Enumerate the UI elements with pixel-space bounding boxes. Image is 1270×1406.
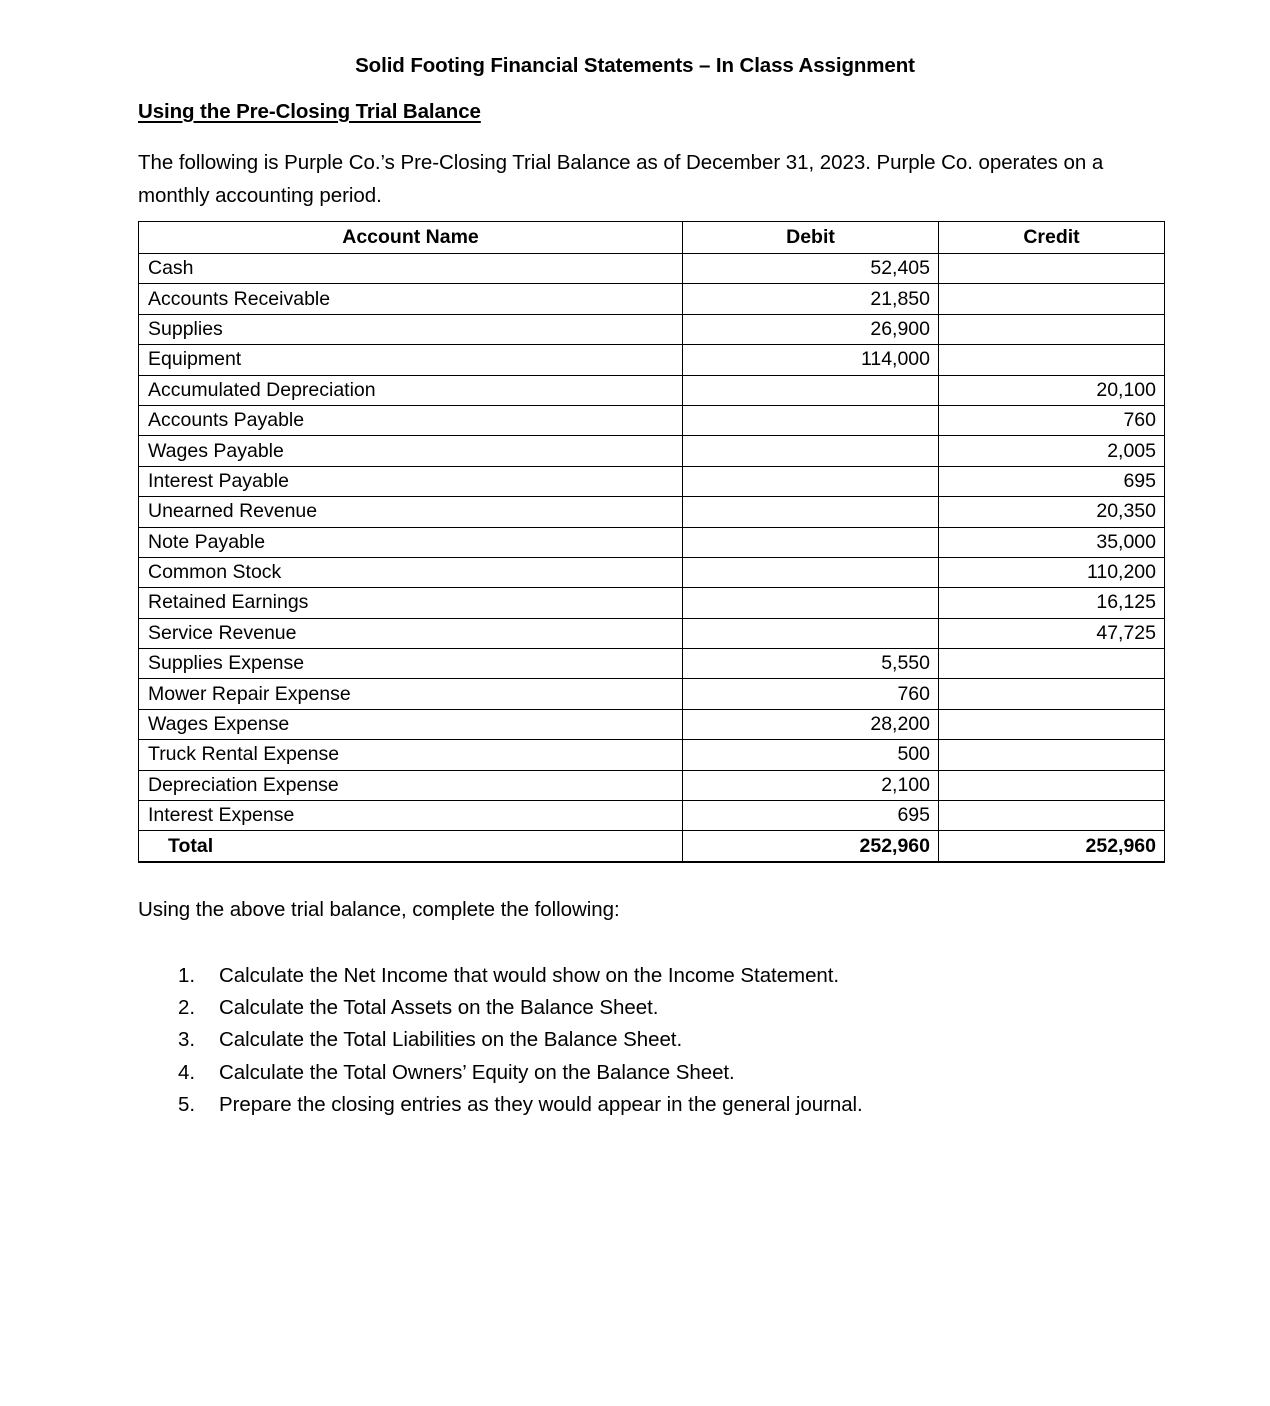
cell-total-debit: 252,960 bbox=[683, 831, 939, 862]
list-item-marker: 3. bbox=[178, 1028, 195, 1052]
cell-credit: 2,005 bbox=[939, 436, 1165, 466]
cell-credit bbox=[939, 649, 1165, 679]
list-item bbox=[178, 1057, 1178, 1089]
cell-account-name: Accounts Payable bbox=[139, 405, 683, 435]
cell-credit bbox=[939, 284, 1165, 314]
list-item-text: Prepare the closing entries as they would appear in the general journal. bbox=[219, 1092, 863, 1116]
cell-account-name: Depreciation Expense bbox=[139, 770, 683, 800]
cell-debit: 26,900 bbox=[683, 314, 939, 344]
cell-account-name: Interest Expense bbox=[139, 801, 683, 831]
cell-debit: 500 bbox=[683, 740, 939, 770]
table-row bbox=[139, 527, 1165, 557]
cell-credit: 20,100 bbox=[939, 375, 1165, 405]
cell-credit bbox=[939, 801, 1165, 831]
cell-account-name: Cash bbox=[139, 254, 683, 284]
table-row bbox=[139, 770, 1165, 800]
table-row bbox=[139, 375, 1165, 405]
cell-credit: 16,125 bbox=[939, 588, 1165, 618]
list-item-text: Calculate the Total Liabilities on the Balance Sheet. bbox=[219, 1028, 683, 1052]
cell-account-name: Unearned Revenue bbox=[139, 497, 683, 527]
cell-account-name: Common Stock bbox=[139, 557, 683, 587]
cell-credit bbox=[939, 709, 1165, 739]
cell-debit bbox=[683, 527, 939, 557]
cell-credit: 110,200 bbox=[939, 557, 1165, 587]
table-row bbox=[139, 649, 1165, 679]
instructions-prompt: Using the above trial balance, complete the following: bbox=[138, 898, 620, 921]
cell-account-name: Retained Earnings bbox=[139, 588, 683, 618]
table-row bbox=[139, 801, 1165, 831]
cell-account-name: Truck Rental Expense bbox=[139, 740, 683, 770]
cell-debit: 114,000 bbox=[683, 345, 939, 375]
table-row bbox=[139, 497, 1165, 527]
list-item-text: Calculate the Total Assets on the Balance Sheet. bbox=[219, 996, 659, 1020]
table-row bbox=[139, 284, 1165, 314]
table-row bbox=[139, 345, 1165, 375]
table-row bbox=[139, 709, 1165, 739]
column-header-debit: Debit bbox=[683, 222, 939, 254]
table-row bbox=[139, 679, 1165, 709]
cell-debit bbox=[683, 497, 939, 527]
list-item bbox=[178, 1089, 1178, 1121]
table-row bbox=[139, 557, 1165, 587]
table-header-row bbox=[139, 222, 1165, 254]
cell-credit bbox=[939, 770, 1165, 800]
cell-account-name: Accounts Receivable bbox=[139, 284, 683, 314]
list-item-text: Calculate the Total Owners’ Equity on the Balance Sheet. bbox=[219, 1060, 735, 1084]
cell-account-name: Supplies Expense bbox=[139, 649, 683, 679]
cell-credit bbox=[939, 314, 1165, 344]
cell-credit: 695 bbox=[939, 466, 1165, 496]
intro-paragraph: The following is Purple Co.’s Pre-Closing Trial Balance as of December 31, 2023. Purple Co. operates on a monthly accounting period. bbox=[138, 151, 1104, 207]
list-item bbox=[178, 992, 1178, 1024]
cell-account-name: Equipment bbox=[139, 345, 683, 375]
cell-debit bbox=[683, 588, 939, 618]
cell-debit: 695 bbox=[683, 801, 939, 831]
table-row bbox=[139, 618, 1165, 648]
cell-total-credit: 252,960 bbox=[939, 831, 1165, 862]
table-row bbox=[139, 314, 1165, 344]
cell-debit bbox=[683, 466, 939, 496]
table-row bbox=[139, 466, 1165, 496]
cell-account-name: Service Revenue bbox=[139, 618, 683, 648]
cell-total-label: Total bbox=[139, 831, 683, 862]
list-item-marker: 2. bbox=[178, 996, 195, 1020]
cell-account-name: Note Payable bbox=[139, 527, 683, 557]
list-item-text: Calculate the Net Income that would show on the Income Statement. bbox=[219, 964, 840, 987]
cell-debit bbox=[683, 405, 939, 435]
cell-debit: 2,100 bbox=[683, 770, 939, 800]
cell-credit: 760 bbox=[939, 405, 1165, 435]
cell-credit: 20,350 bbox=[939, 497, 1165, 527]
cell-account-name: Wages Payable bbox=[139, 436, 683, 466]
cell-credit bbox=[939, 679, 1165, 709]
cell-debit: 52,405 bbox=[683, 254, 939, 284]
table-total-row bbox=[139, 831, 1165, 862]
cell-debit: 21,850 bbox=[683, 284, 939, 314]
trial-balance-table-container bbox=[138, 221, 1164, 863]
cell-debit: 5,550 bbox=[683, 649, 939, 679]
cell-credit bbox=[939, 345, 1165, 375]
cell-account-name: Accumulated Depreciation bbox=[139, 375, 683, 405]
cell-credit bbox=[939, 740, 1165, 770]
column-header-account-name: Account Name bbox=[139, 222, 683, 254]
cell-debit bbox=[683, 557, 939, 587]
section-heading: Using the Pre-Closing Trial Balance bbox=[138, 100, 481, 123]
cell-account-name: Supplies bbox=[139, 314, 683, 344]
cell-account-name: Wages Expense bbox=[139, 709, 683, 739]
cell-debit: 28,200 bbox=[683, 709, 939, 739]
list-item bbox=[178, 1024, 1178, 1056]
list-item-marker: 5. bbox=[178, 1092, 195, 1116]
column-header-credit: Credit bbox=[939, 222, 1165, 254]
table-row bbox=[139, 588, 1165, 618]
cell-credit: 47,725 bbox=[939, 618, 1165, 648]
cell-account-name: Interest Payable bbox=[139, 466, 683, 496]
cell-debit bbox=[683, 618, 939, 648]
list-item-marker: 4. bbox=[178, 1060, 195, 1084]
cell-account-name: Mower Repair Expense bbox=[139, 679, 683, 709]
trial-balance-table bbox=[138, 221, 1165, 863]
cell-debit bbox=[683, 436, 939, 466]
list-item-marker: 1. bbox=[178, 964, 195, 987]
cell-debit bbox=[683, 375, 939, 405]
cell-debit: 760 bbox=[683, 679, 939, 709]
cell-credit: 35,000 bbox=[939, 527, 1165, 557]
task-list bbox=[178, 960, 1178, 1121]
table-row bbox=[139, 740, 1165, 770]
cell-credit bbox=[939, 254, 1165, 284]
page-title: Solid Footing Financial Statements – In Class Assignment bbox=[355, 54, 915, 77]
list-item bbox=[178, 960, 1178, 992]
table-row bbox=[139, 405, 1165, 435]
table-row bbox=[139, 254, 1165, 284]
table-row bbox=[139, 436, 1165, 466]
